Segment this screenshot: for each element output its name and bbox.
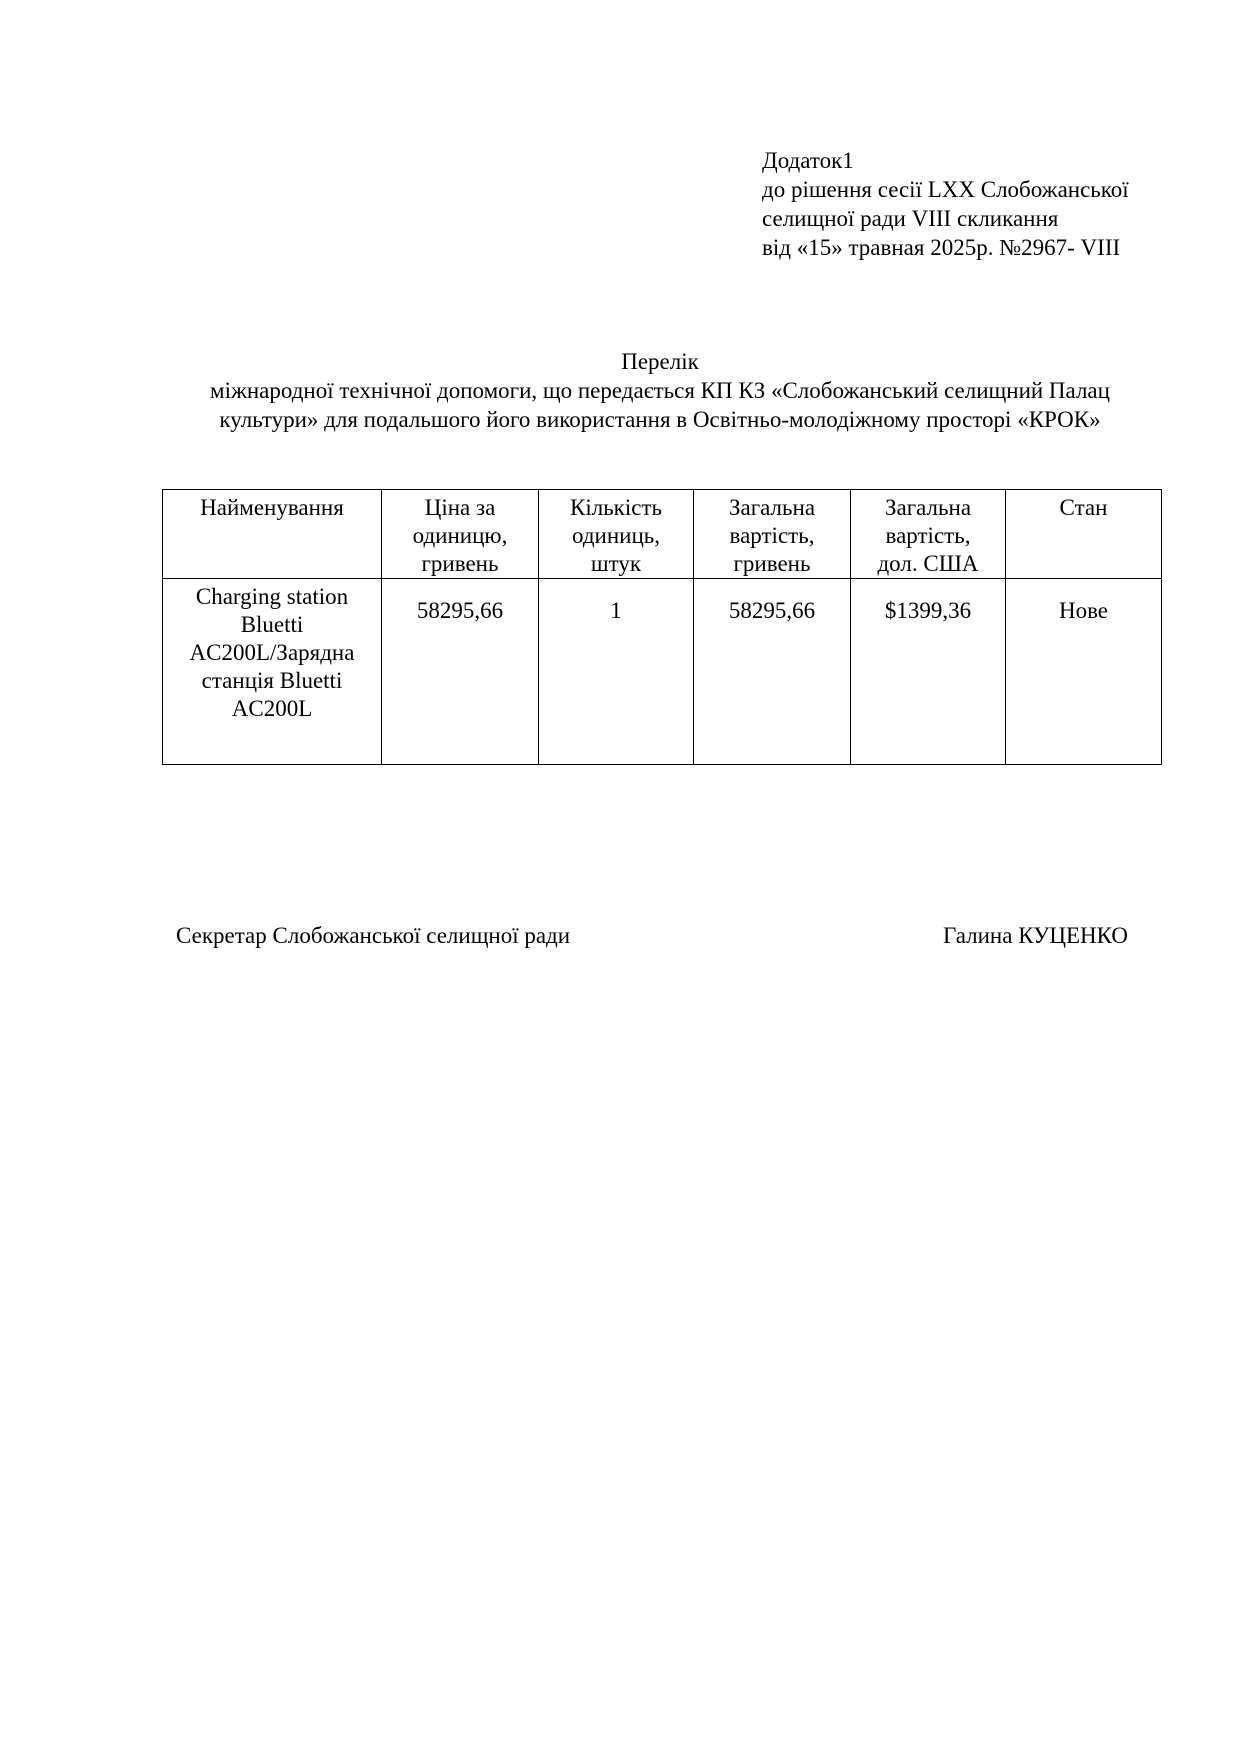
items-table bbox=[162, 489, 1162, 765]
header-total-usd-line-3: дол. США bbox=[877, 551, 979, 576]
cell-unit-price: 58295,66 bbox=[382, 579, 539, 765]
header-quantity-line-3: штук bbox=[590, 551, 642, 576]
addendum-line-4: від «15» травная 2025р. №2967- VIII bbox=[762, 235, 1121, 260]
addendum-line-2: до рішення сесії LXX Слобожанської bbox=[762, 177, 1129, 202]
header-quantity-line-2: одиниць, bbox=[571, 523, 660, 548]
table-header-row bbox=[163, 490, 1162, 579]
header-total-uah-line-3: гривень bbox=[733, 551, 811, 576]
header-condition-line-1: Стан bbox=[1059, 495, 1108, 520]
header-total-usd bbox=[851, 490, 1006, 579]
signatory-name: Галина КУЦЕНКО bbox=[943, 923, 1128, 948]
cell-name-line-3: AC200L/Зарядна bbox=[189, 640, 355, 665]
header-unit-price-line-2: одиницю, bbox=[412, 523, 508, 548]
title-line-1: Перелік bbox=[621, 349, 699, 374]
header-unit-price-line-3: гривень bbox=[421, 551, 499, 576]
table-row bbox=[163, 579, 1162, 765]
document-title bbox=[150, 347, 1170, 434]
cell-name-line-4: станція Bluetti bbox=[201, 668, 343, 693]
title-line-3: культури» для подальшого його використання в Освітньо-молодіжному просторі «КРОК» bbox=[219, 407, 1101, 432]
cell-total-uah: 58295,66 bbox=[694, 579, 851, 765]
signatory-position: Секретар Слобожанської селищної ради bbox=[176, 923, 571, 948]
cell-total-usd: $1399,36 bbox=[851, 579, 1006, 765]
header-total-uah-line-1: Загальна bbox=[728, 495, 816, 520]
header-unit-price-line-1: Ціна за bbox=[424, 495, 496, 520]
header-name-line-1: Найменування bbox=[200, 495, 344, 520]
cell-name-line-5: AC200L bbox=[231, 696, 313, 721]
header-unit-price bbox=[382, 490, 539, 579]
header-total-usd-line-1: Загальна bbox=[884, 495, 972, 520]
cell-name bbox=[163, 579, 382, 765]
header-quantity-line-1: Кількість bbox=[569, 495, 662, 520]
addendum-line-1: Додаток1 bbox=[762, 148, 854, 173]
addendum-line-3: селищної ради VIII скликання bbox=[762, 206, 1059, 231]
cell-quantity: 1 bbox=[539, 579, 694, 765]
header-quantity bbox=[539, 490, 694, 579]
header-name bbox=[163, 490, 382, 579]
cell-name-line-2: Bluetti bbox=[240, 612, 304, 637]
title-line-2: міжнародної технічної допомоги, що передається КП КЗ «Слобожанський селищний Палац bbox=[210, 378, 1110, 403]
header-condition bbox=[1006, 490, 1162, 579]
header-total-uah-line-2: вартість, bbox=[729, 523, 815, 548]
header-total-uah bbox=[694, 490, 851, 579]
cell-name-line-1: Charging station bbox=[195, 584, 349, 609]
cell-condition: Нове bbox=[1006, 579, 1162, 765]
header-total-usd-line-2: вартість, bbox=[885, 523, 971, 548]
addendum-header bbox=[762, 146, 1129, 262]
